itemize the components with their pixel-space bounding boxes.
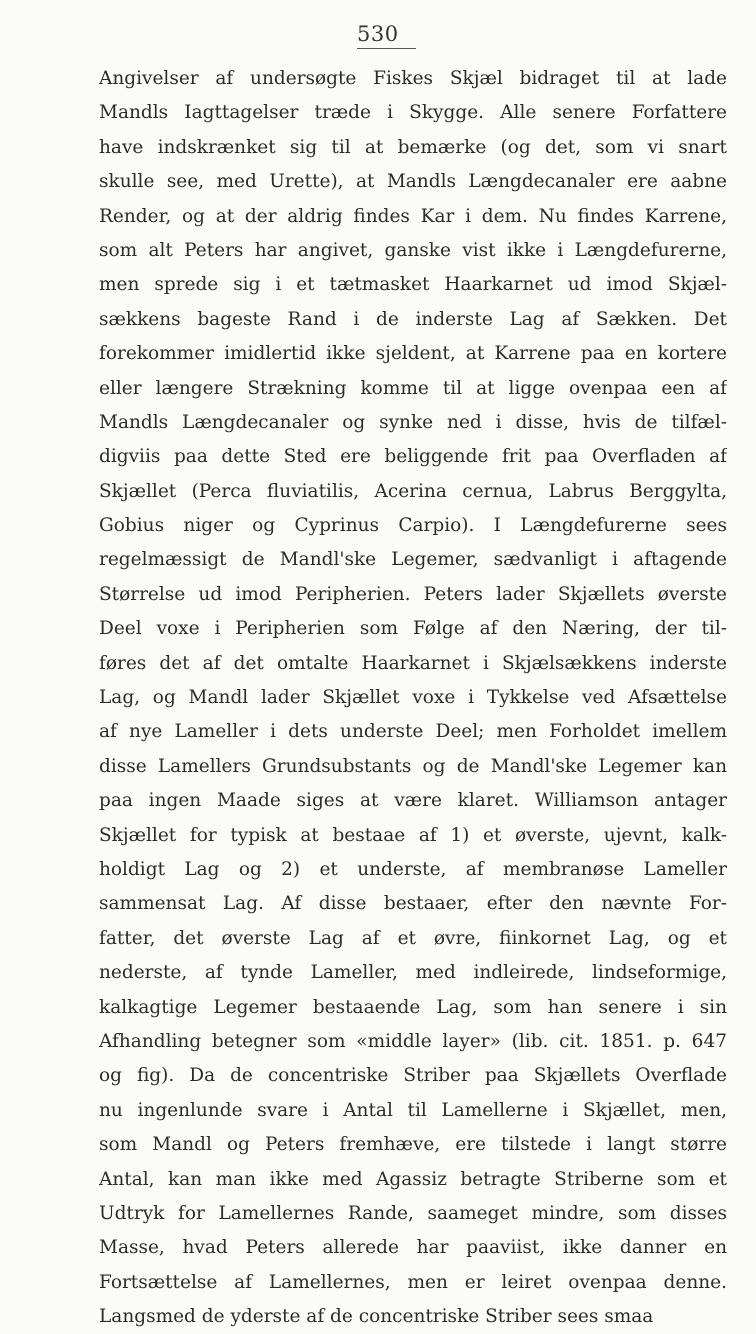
text-line: og fig). Da de concentriske Striber paa Skjællets Overflade [99, 1065, 727, 1087]
text-line: Deel voxe i Peripherien som Følge af den Næring, der til- [99, 618, 727, 640]
text-line: holdigt Lag og 2) et underste, af membranøse Lameller [99, 858, 727, 880]
text-line: sammensat Lag. Af disse bestaaer, efter den nævnte For- [99, 893, 727, 915]
text-line: kalkagtige Legemer bestaaende Lag, som han senere i sin [99, 996, 727, 1018]
text-line: Angivelser af undersøgte Fiskes Skjæl bidraget til at lade [99, 68, 727, 89]
text-line: Udtryk for Lamellernes Rande, saameget mindre, som disses [99, 1202, 727, 1224]
text-line: Mandls Længdecanaler og synke ned i disse, hvis de tilfæl- [99, 411, 727, 433]
text-line: af nye Lameller i dets underste Deel; men Forholdet imellem [99, 721, 727, 743]
text-line: føres det af det omtalte Haarkarnet i Skjælsækkens inderste [99, 652, 727, 674]
text-line: nederste, af tynde Lameller, med indleirede, lindseformige, [99, 962, 727, 984]
body-text [99, 62, 727, 1334]
text-line: Masse, hvad Peters allerede har paaviist, ikke danner en [99, 1237, 727, 1259]
text-line: Langsmed de yderste af de concentriske Striber sees smaa [99, 1306, 654, 1328]
text-line: men sprede sig i et tætmasket Haarkarnet ud imod Skjæl- [99, 274, 727, 296]
text-line: forekommer imidlertid ikke sjeldent, at Karrene paa en kortere [99, 343, 727, 365]
text-line: disse Lamellers Grundsubstants og de Mandl'ske Legemer kan [99, 755, 727, 777]
text-line: skulle see, med Urette), at Mandls Længdecanaler ere aabne [99, 171, 727, 193]
text-line: Afhandling betegner som «middle layer» (lib. cit. 1851. p. 647 [99, 1030, 727, 1052]
text-line: sækkens bageste Rand i de inderste Lag af Sækken. Det [99, 308, 727, 330]
text-line: som Mandl og Peters fremhæve, ere tilstede i langt større [99, 1134, 727, 1156]
text-line: som alt Peters har angivet, ganske vist ikke i Længdefurerne, [99, 239, 727, 261]
text-line: eller længere Strækning komme til at ligge ovenpaa een af [99, 377, 727, 399]
text-line: Fortsættelse af Lamellernes, men er leiret ovenpaa denne. [99, 1271, 727, 1293]
text-line: Antal, kan man ikke med Agassiz betragte Striberne som et [99, 1168, 727, 1190]
text-line: fatter, det øverste Lag af et øvre, fiinkornet Lag, og et [99, 927, 727, 949]
text-line: regelmæssigt de Mandl'ske Legemer, sædvanligt i aftagende [99, 549, 727, 571]
text-line: Skjællet (Perca fluviatilis, Acerina cernua, Labrus Berggylta, [99, 480, 727, 502]
text-line: digviis paa dette Sted ere beliggende frit paa Overfladen af [99, 446, 727, 468]
text-line: Render, og at der aldrig findes Kar i dem. Nu findes Karrene, [99, 205, 727, 227]
page-number: 530 [357, 22, 399, 46]
text-line: Mandls Iagttagelser træde i Skygge. Alle senere Forfattere [99, 102, 727, 124]
text-line: have indskrænket sig til at bemærke (og det, som vi snart [99, 136, 727, 158]
text-line: Størrelse ud imod Peripherien. Peters lader Skjællets øverste [99, 583, 727, 605]
text-line: Gobius niger og Cyprinus Carpio). I Længdefurerne sees [99, 515, 727, 537]
text-line: paa ingen Maade siges at være klaret. Williamson antager [99, 790, 727, 812]
text-line: Skjællet for typisk at bestaae af 1) et øverste, ujevnt, kalk- [99, 824, 727, 846]
text-line: Lag, og Mandl lader Skjællet voxe i Tykkelse ved Afsættelse [99, 687, 727, 709]
page-number-underline [357, 48, 416, 49]
text-line: nu ingenlunde svare i Antal til Lamellerne i Skjællet, men, [99, 1099, 727, 1121]
